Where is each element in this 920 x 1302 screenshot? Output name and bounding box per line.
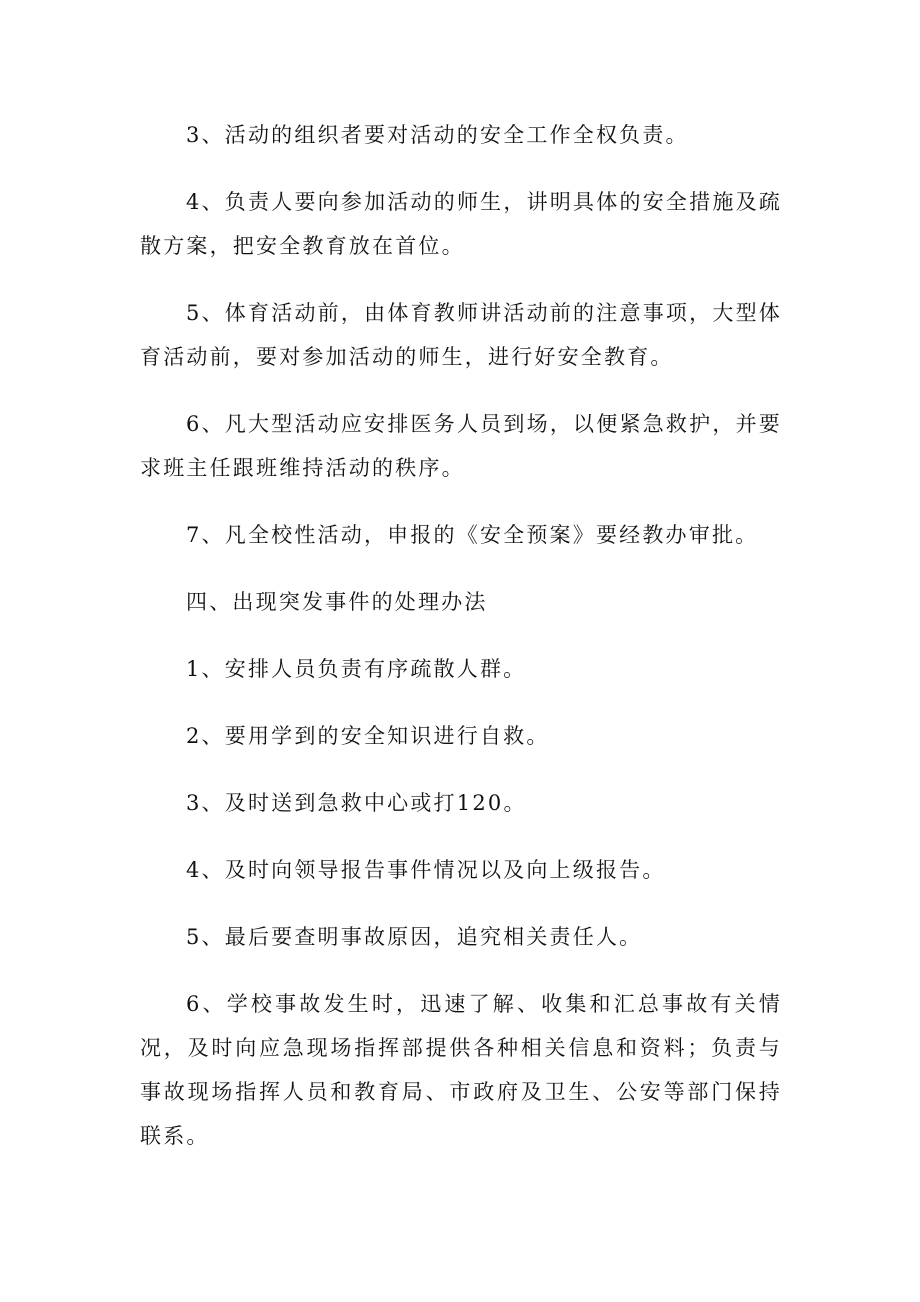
paragraph-item-3-organizer-responsibility: 3、活动的组织者要对活动的安全工作全权负责。 (186, 123, 689, 147)
paragraph-item-5-sports-activities: 5、体育活动前，由体育教师讲活动前的注意事项，大型体育活动前，要对参加活动的师生，进行好安全教育。 (140, 301, 782, 369)
paragraph-item-5-investigation: 5、最后要查明事故原因，追究相关责任人。 (186, 925, 643, 949)
paragraph-item-4-report: 4、及时向领导报告事件情况以及向上级报告。 (186, 858, 666, 882)
paragraph-item-3-emergency-center: 3、及时送到急救中心或打120。 (186, 791, 527, 815)
section-heading-emergency-handling: 四、出现突发事件的处理办法 (186, 590, 488, 614)
paragraph-item-6-medical-staff: 6、凡大型活动应安排医务人员到场，以便紧急救护，并要求班主任跟班维持活动的秩序。 (140, 412, 782, 480)
paragraph-item-2-self-rescue: 2、要用学到的安全知识进行自救。 (186, 724, 550, 748)
paragraph-item-6-coordination: 6、学校事故发生时，迅速了解、收集和汇总事故有关情况，及时向应急现场指挥部提供各种相关信息和资料；负责与事故现场指挥人员和教育局、市政府及卫生、公安等部门保持联系。 (140, 992, 782, 1148)
paragraph-item-7-approval: 7、凡全校性活动，申报的《安全预案》要经教办审批。 (186, 523, 759, 547)
paragraph-item-1-evacuation: 1、安排人员负责有序疏散人群。 (186, 657, 527, 681)
paragraph-item-4-safety-briefing: 4、负责人要向参加活动的师生，讲明具体的安全措施及疏散方案，把安全教育放在首位。 (140, 190, 782, 258)
